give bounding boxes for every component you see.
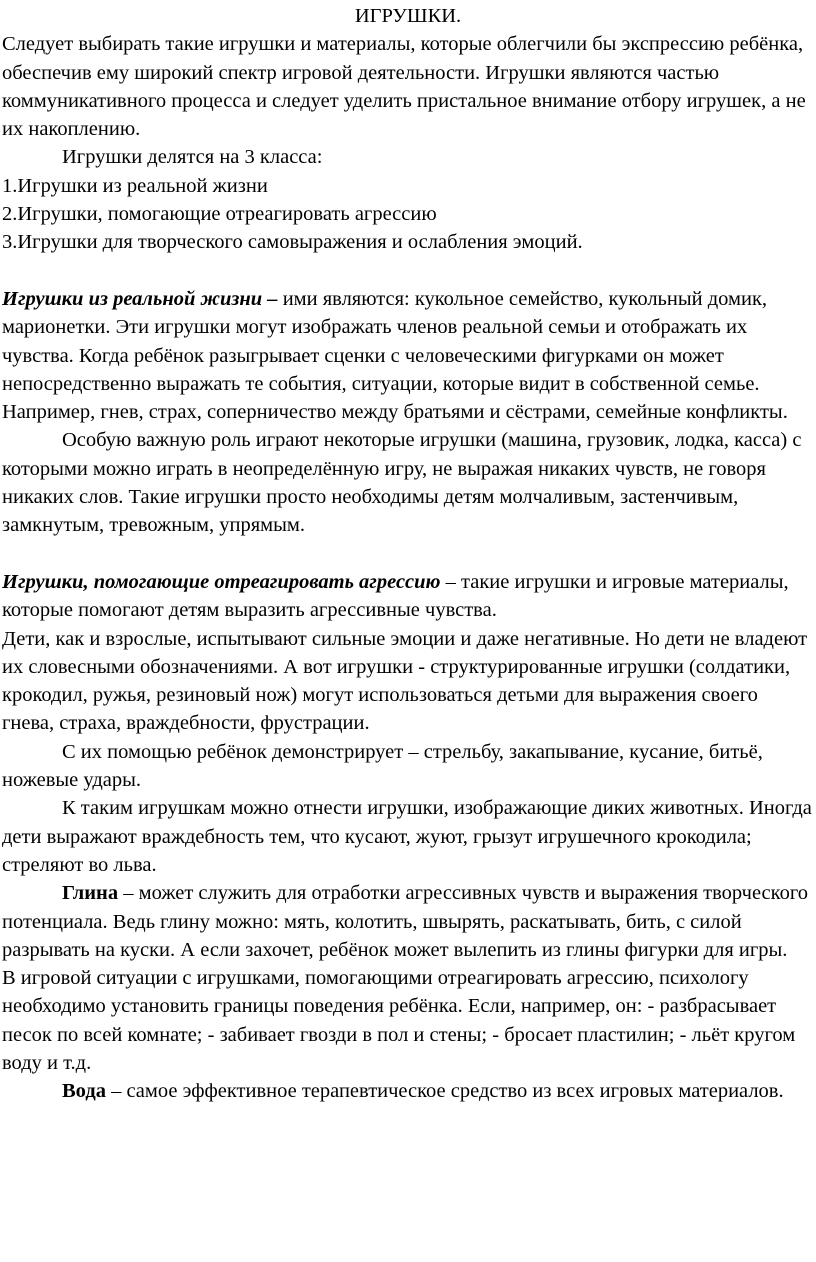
real-life-term: Игрушки из реальной жизни – (2, 287, 278, 310)
paragraph-gap (2, 257, 814, 285)
class-item-3: 3.Игрушки для творческого самовыражения и ослабления эмоций. (2, 231, 583, 254)
water-text: – самое эффективное терапевтическое средство из всех игровых материалов. (105, 1080, 784, 1103)
page-title: ИГРУШКИ. (354, 5, 462, 27)
aggression-text: – такие игрушки и игровые материалы, которые помогают детям выразить агрессивные чувства. (2, 570, 789, 622)
aggression-paragraph (2, 568, 814, 625)
classes-lead: Игрушки делятся на 3 класса: (62, 146, 323, 169)
real-life-paragraph-2: Особую важную роль играют некоторые игрушки (машина, грузовик, лодка, касса) с которыми можно играть в неопределённую игру, не выражая никаких чувств, не говоря никаких слов. Такие игрушки просто необходимы детям молчаливым, застенчивым, замкнутым, тревожным, упрямым. (2, 429, 802, 537)
real-life-paragraph (2, 285, 814, 426)
water-paragraph (2, 1077, 814, 1105)
aggression-paragraph-6: В игровой ситуации с игрушками, помогающими отреагировать агрессию, психологу необходимо установить границы поведения ребёнка. Если, например, он: - разбрасывает песок по всей комнате; - забивает гвозди в пол и стены; - бросает пластилин; - льёт кругом воду и т.д. (2, 967, 796, 1074)
class-item-2: 2.Игрушки, помогающие отреагировать агрессию (2, 203, 437, 226)
paragraph-gap (2, 540, 814, 568)
aggression-term: Игрушки, помогающие отреагировать агрессию (2, 570, 441, 593)
aggression-paragraph-3: С их помощью ребёнок демонстрирует – стрельбу, закапывание, кусание, битьё, ножевые удары. (2, 740, 763, 792)
aggression-paragraph-4: К таким игрушкам можно отнести игрушки, изображающие диких животных. Иногда дети выражают враждебность тем, что кусают, жуют, грызут игрушечного крокодила; стреляют во льва. (2, 797, 812, 876)
water-term: Вода (62, 1080, 106, 1103)
class-item-1: 1.Игрушки из реальной жизни (2, 174, 268, 197)
clay-text: – может служить для отработки агрессивных чувств и выражения творческого потенциала. Ведь глину можно: мять, колотить, швырять, раскатывать, бить, с силой разрывать на куски. А если захочет, ребёнок может вылепить из глины фигурки для игры. (2, 882, 808, 961)
clay-paragraph (2, 879, 814, 964)
real-life-text: ими являются: кукольное семейство, кукольный домик, марионетки. Эти игрушки могут изображать членов реальной семьи и отображать их чувства. Когда ребёнок разыгрывает сценки с человеческими фигурками он может непосредственно выражать те события, ситуации, которые видит в собственной семье. Например, гнев, страх, соперничество между братьями и сёстрами, семейные конфликты. (2, 287, 788, 424)
clay-term: Глина (62, 882, 119, 905)
aggression-paragraph-2: Дети, как и взрослые, испытывают сильные эмоции и даже негативные. Но дети не владеют их словесными обозначениями. А вот игрушки - структурированные игрушки (солдатики, крокодил, ружья, резиновый нож) могут использоваться детьми для выражения своего гнева, страха, враждебности, фрустрации. (2, 627, 808, 735)
intro-paragraph: Следует выбирать такие игрушки и материалы, которые облегчили бы экспрессию ребёнка, обеспечив ему широкий спектр игровой деятельности. Игрушки являются частью коммуникативного процесса и следует уделить пристальное внимание отбору игрушек, а не их накоплению. (2, 33, 806, 141)
